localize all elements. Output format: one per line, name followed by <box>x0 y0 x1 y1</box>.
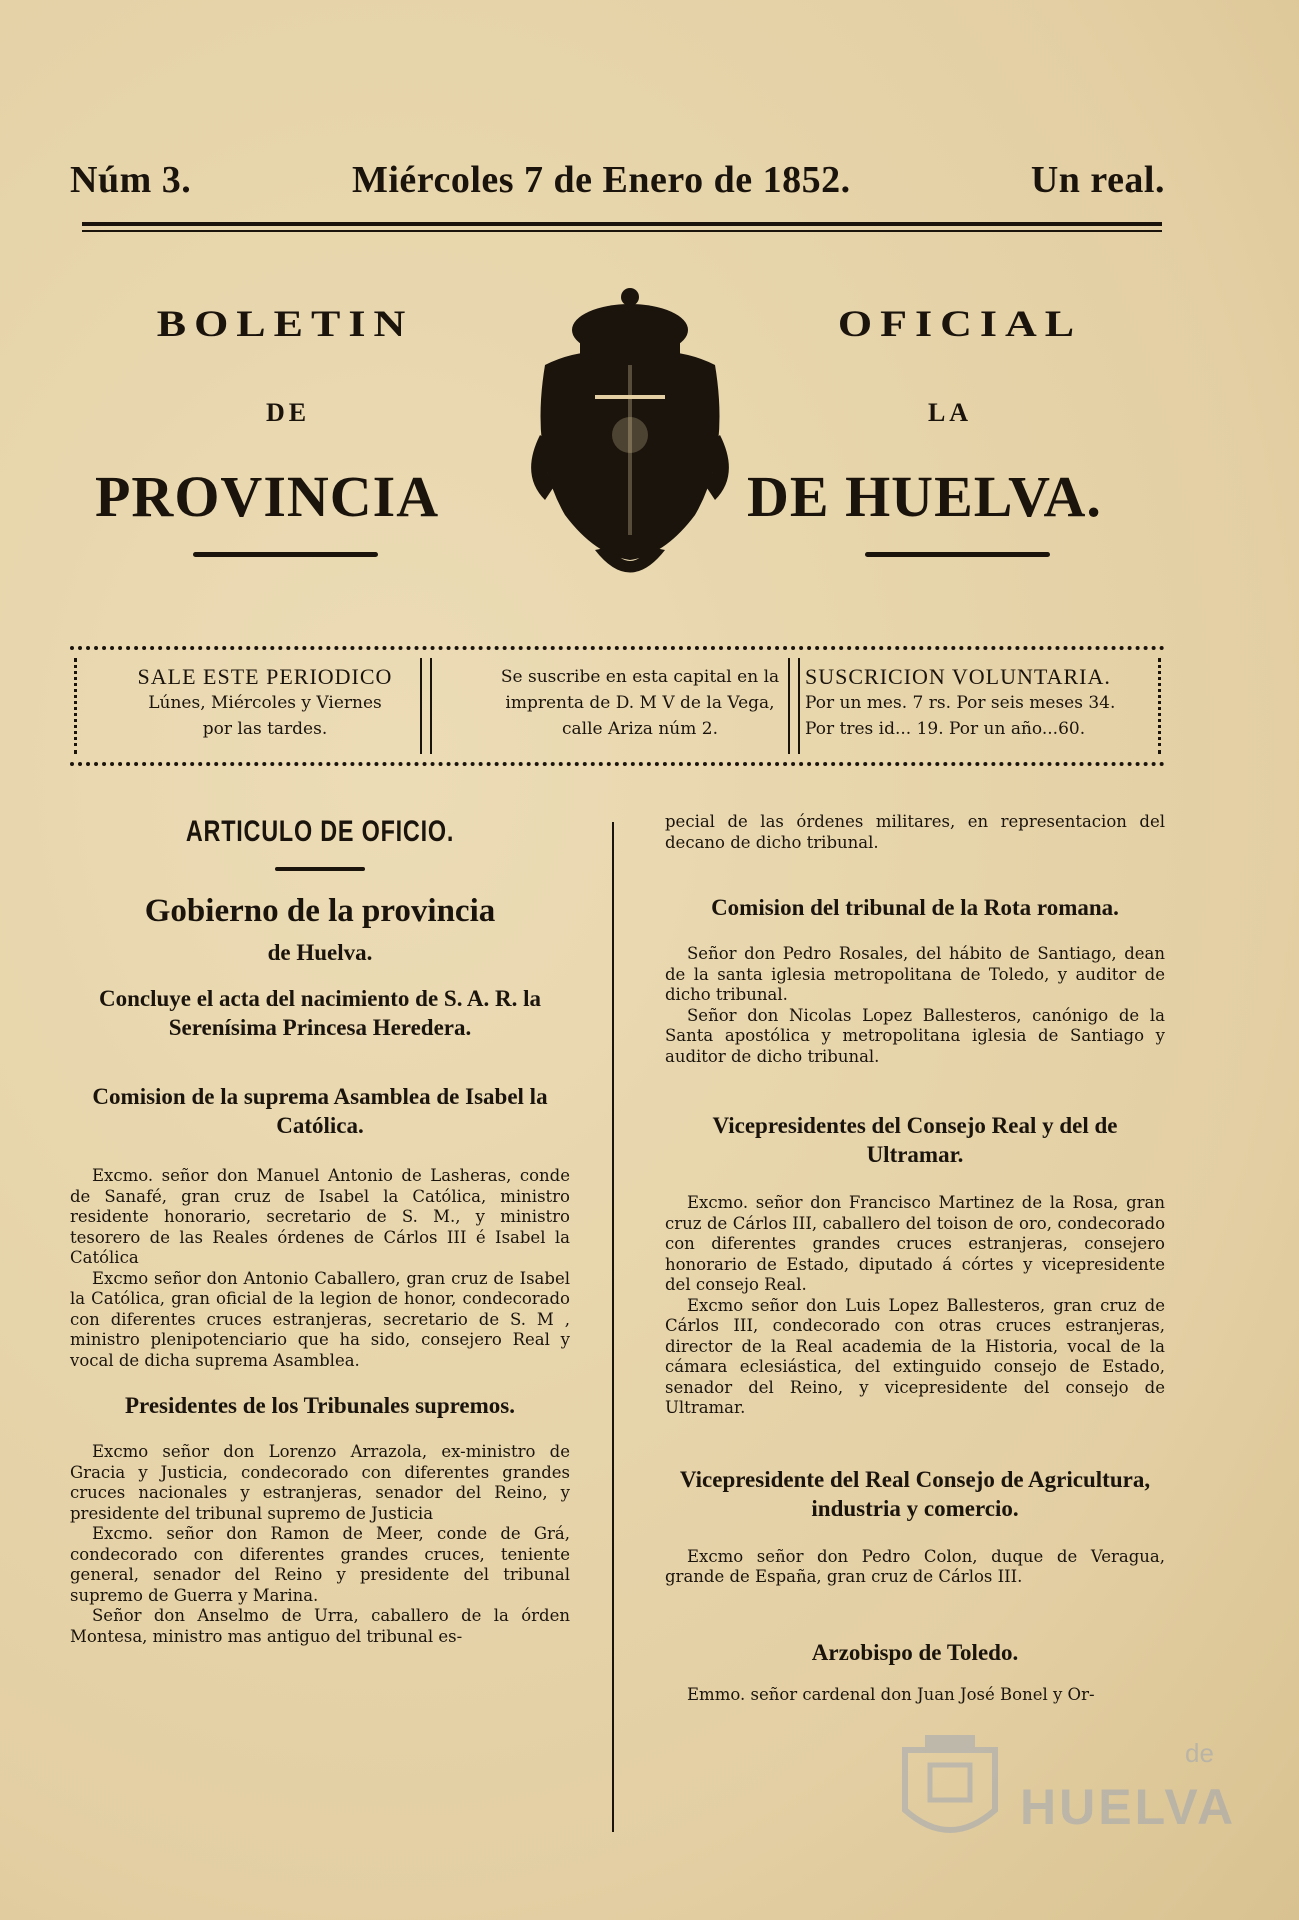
right-column <box>665 812 1165 1705</box>
title-ornament-left <box>193 552 378 557</box>
title-provincia: PROVINCIA <box>95 464 440 529</box>
box-left-border <box>74 658 77 754</box>
subscription-prices <box>805 664 1145 742</box>
royal-crest-icon <box>525 285 735 595</box>
title-boletin: BOLETIN <box>156 302 414 345</box>
price-line: Por un mes. 7 rs. Por seis meses 34. <box>805 693 1116 713</box>
title-ornament-right <box>865 552 1050 557</box>
paragraph: Excmo señor don Luis Lopez Ballesteros, gran cruz de Cárlos III, condecorado con otras cruces estranjeras, director de la Real academia de la Historia, vocal de la cámara eclesiástica, del extinguido consejo de Estado, senador del Reino, y vicepresidente del consejo de Ultramar. <box>665 1295 1165 1417</box>
section-title: Comision del tribunal de la Rota romana. <box>711 895 1119 920</box>
archive-watermark <box>895 1730 1235 1850</box>
prices-heading: SUSCRICION VOLUNTARIA. <box>805 664 1111 689</box>
government-subheading: de Huelva. <box>267 940 373 965</box>
column-divider <box>612 822 614 1832</box>
paragraph: Señor don Anselmo de Urra, caballero de la órden Montesa, ministro mas antiguo del tribunal es- <box>70 1606 570 1646</box>
watermark-text: HUELVA <box>1020 1779 1237 1835</box>
paragraph: Excmo. señor don Manuel Antonio de Lasheras, conde de Sanafé, gran cruz de Isabel la Católica, ministro residente honorario, secretario de S. M., y ministro tesorero de las Reales órdenes de Cárlos III é Isabel la Católica <box>70 1166 570 1267</box>
paragraph: Excmo señor don Lorenzo Arrazola, ex-ministro de Gracia y Justicia, condecorado con diferentes grandes cruces nacionales y estranjeras, senador del Reino, y presidente del tribunal supremo de Justicia <box>70 1442 570 1523</box>
title-de-huelva: DE HUELVA. <box>747 464 1102 529</box>
paragraph: Señor don Nicolas Lopez Ballesteros, canónigo de la Santa apostólica y metropolitana iglesia de Santiago y auditor de dicho tribunal. <box>665 1005 1165 1066</box>
price-line: Por tres id... 19. Por un año...60. <box>805 719 1086 739</box>
title-la: LA <box>927 398 973 427</box>
masthead-rule <box>82 222 1162 226</box>
heading-rule <box>275 867 365 871</box>
section-title: Vicepresidente del Real Consejo de Agricultura, industria y comercio. <box>679 1466 1151 1521</box>
publication-time-text: por las tardes. <box>202 719 328 739</box>
section-title: Presidentes de los Tribunales supremos. <box>125 1393 515 1418</box>
publication-days <box>100 664 430 742</box>
issue-number: Núm 3. <box>70 159 192 201</box>
concluye-heading: Concluye el acta del nacimiento de S. A. R. la Serenísima Princesa Heredera. <box>98 986 542 1040</box>
address-line: Se suscribe en esta capital en la <box>500 667 780 687</box>
paragraph: Señor don Pedro Rosales, del hábito de Santiago, dean de la santa iglesia metropolitana de Toledo, y auditor de dicho tribunal. <box>665 944 1165 1004</box>
paragraph: Excmo. señor don Francisco Martinez de la Rosa, gran cruz de Cárlos III, caballero del toison de oro, condecorado con diferentes grandes cruces estranjeras, consejero honorario de Estado, diputado á córtes y vicepresidente del consejo Real. <box>665 1193 1165 1294</box>
box-top-border <box>70 646 1165 650</box>
issue-date: Miércoles 7 de Enero de 1852. <box>352 159 851 201</box>
paragraph-continued: pecial de las órdenes militares, en representacion del decano de dicho tribunal. <box>665 812 1165 852</box>
box-bottom-border <box>70 762 1165 766</box>
section-title: Comision de la suprema Asamblea de Isabel la Católica. <box>92 1084 548 1138</box>
masthead-line <box>70 158 1165 208</box>
address-line: imprenta de D. M V de la Vega, <box>505 693 775 713</box>
government-heading: Gobierno de la provincia <box>144 893 496 929</box>
publication-days-text: Lúnes, Miércoles y Viernes <box>148 693 382 713</box>
address-line: calle Ariza núm 2. <box>562 719 718 739</box>
title-oficial: OFICIAL <box>837 302 1083 345</box>
paragraph: Excmo. señor don Ramon de Meer, conde de Grá, condecorado con diferentes grandes cruces, teniente general, senador del Reino y presidente del tribunal supremo de Guerra y Marina. <box>70 1524 570 1605</box>
title-de: DE <box>265 398 311 427</box>
article-heading: ARTICULO DE OFICIO. <box>185 815 455 848</box>
publication-heading: SALE ESTE PERIODICO <box>137 664 393 689</box>
section-title: Arzobispo de Toledo. <box>811 1639 1019 1665</box>
watermark-crest-icon <box>895 1730 1005 1850</box>
left-column <box>70 815 570 1647</box>
section-title: Vicepresidentes del Consejo Real y del de Ultramar. <box>712 1113 1118 1167</box>
paragraph: Excmo señor don Pedro Colon, duque de Veragua, grande de España, gran cruz de Cárlos III. <box>665 1546 1165 1586</box>
masthead-rule-thin <box>82 230 1162 232</box>
paragraph: Excmo señor don Antonio Caballero, gran cruz de Isabel la Católica, gran oficial de la legion de honor, condecorado con diferentes cruces estranjeras, secretario de S. M , ministro plenipotenciario que ha sido, consejero Real y vocal de dicha suprema Asamblea. <box>70 1268 570 1370</box>
watermark-de: de <box>1185 1738 1214 1768</box>
issue-price: Un real. <box>1030 159 1165 201</box>
subscription-box <box>70 640 1165 772</box>
box-right-border <box>1158 658 1161 754</box>
subscription-address <box>440 664 840 742</box>
paragraph: Emmo. señor cardenal don Juan José Bonel y Or- <box>687 1684 1095 1704</box>
